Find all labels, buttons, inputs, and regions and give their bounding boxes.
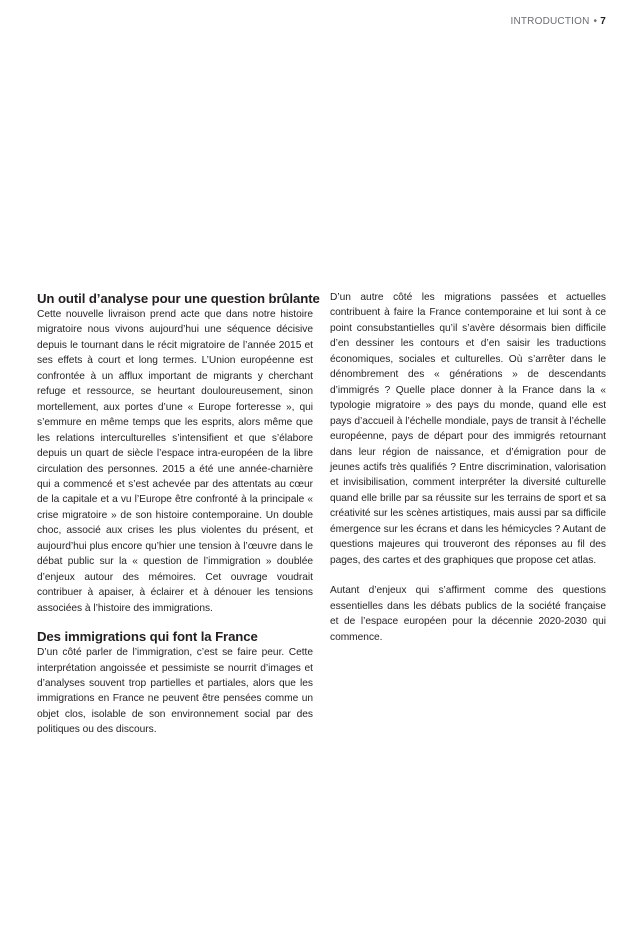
running-header xyxy=(510,16,606,27)
right-column xyxy=(330,290,606,645)
section-paragraph-immigrations: D’un côté parler de l’immigration, c’est se faire peur. Cette interprétation angoissée et pessimiste se nourrit d’images et d’analyses souvent trop partielles et partiales, alors que les immigrations en France ne peuvent être pensées comme un objet clos, isolable de son environnement social par des politiques ou des discours. xyxy=(37,647,313,736)
left-column xyxy=(37,290,320,738)
header-separator: • xyxy=(593,16,598,27)
paragraph-other-side: D’un autre côté les migrations passées et actuelles contribuent à faire la France contemporaine et lui sont à ce point consubstantielles qu’il s’avère désormais bien difficile d’en dessiner les contours et d’en saisir les traductions économiques, sociales et culturelles. Où s’arrêter dans le dénombrement des « générations » de descendants d’immigrés ? Quelle place donner à la France dans la « typologie migratoire » des pays du monde, quand elle est pays d’accueil à l’échelle mondiale, pays de transit à l’échelle européenne, pays de départ pour des immigrés retournant dans leur région de naissance, et d’émigration pour de jeunes actifs très qualifiés ? Entre discrimination, valorisation et invisibilisation, comment interpréter la diversité culturelle quand elle brille par sa réussite sur les terrains de sport et sa créativité sur les scènes artistiques, mais aussi par sa difficile émergence sur les écrans et dans les hémicycles ? Autant de questions majeures qui trouveront des réponses au fil des pages, des cartes et des graphiques que propose cet atlas. xyxy=(330,292,606,566)
page-number: 7 xyxy=(600,16,606,27)
section-paragraph-analysis: Cette nouvelle livraison prend acte que dans notre histoire migratoire nous vivons aujourd’hui une séquence décisive depuis le tournant dans le récit migratoire de l’année 2015 et ses effets à court et long termes. L’Union européenne est confrontée à un afflux important de migrants y cherchant refuge et ressource, se heurtant douloureusement, sinon mortellement, aux portes d’une « Europe forteresse », qui s’emmure en même temps que les esprits, alors même que les relations interculturelles s’intensifient et que s’élabore depuis un quart de siècle l’espace intra-européen de la libre circulation des personnes. 2015 a été une année-charnière qui a commencé et s’est achevée par des attentats au cœur de la capitale et a vu l’Europe être confronté à la principale « crise migratoire » de son histoire contemporaine. Un double choc, associé aux crises les plus violentes du présent, et aujourd’hui plus encore qu’hier une tension à l’œuvre dans le débat public sur la « question de l’immigration » doublée d’enjeux autour des mémoires. Cet ouvrage voudrait contribuer à apaiser, à éclairer et à dénouer les tensions associées à l’histoire des immigrations. xyxy=(37,309,313,614)
paragraph-stakes: Autant d’enjeux qui s’affirment comme des questions essentielles dans les débats publics de la société française et de l’espace européen pour la décennie 2020-2030 qui commence. xyxy=(330,585,606,643)
section-heading-immigrations: Des immigrations qui font la France xyxy=(37,629,258,645)
section-heading-analysis: Un outil d’analyse pour une question brûlante xyxy=(37,291,320,306)
section-label: INTRODUCTION xyxy=(510,16,590,27)
